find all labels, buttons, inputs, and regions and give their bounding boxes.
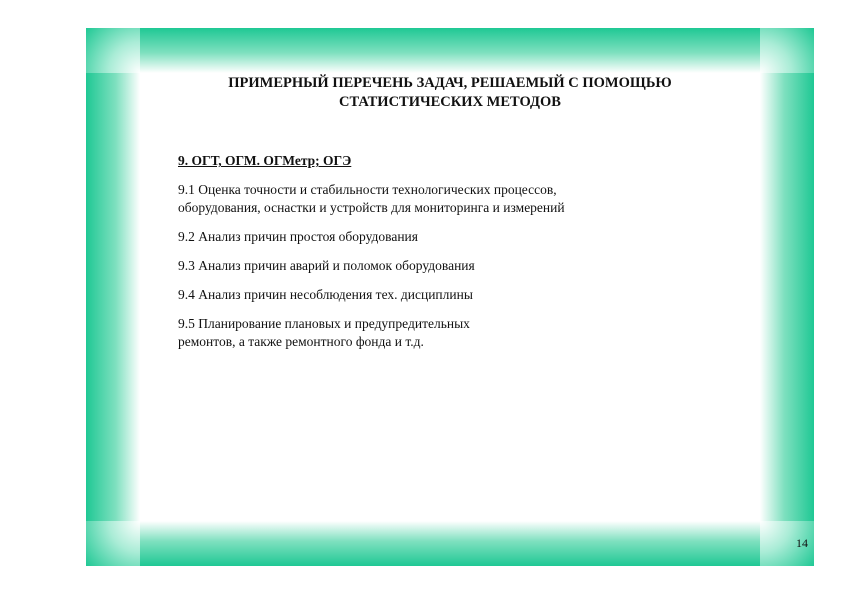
frame-corner-top-right xyxy=(760,28,814,73)
frame-corner-bottom-left xyxy=(86,521,140,566)
list-item: 9.2 Анализ причин простоя оборудования xyxy=(178,229,418,244)
section-heading: 9. ОГТ, ОГМ. ОГМетр; ОГЭ xyxy=(178,153,352,168)
frame-top-bar xyxy=(140,28,760,73)
slide-title xyxy=(140,74,760,112)
frame-left-bar xyxy=(86,73,140,521)
frame-bottom-bar xyxy=(140,521,760,566)
page-number: 14 xyxy=(796,536,808,550)
list-item: 9.4 Анализ причин несоблюдения тех. дисциплины xyxy=(178,287,473,302)
frame-corner-top-left xyxy=(86,28,140,73)
slide-content xyxy=(178,152,738,362)
list-item: 9.3 Анализ причин аварий и поломок оборудования xyxy=(178,258,475,273)
list-item: 9.1 Оценка точности и стабильности технологических процессов, оборудования, оснастки и устройств для мониторинга и измерений xyxy=(178,182,565,215)
frame-right-bar xyxy=(760,73,814,521)
list-item: 9.5 Планирование плановых и предупредительных ремонтов, а также ремонтного фонда и т.д. xyxy=(178,316,470,349)
title-line-1: ПРИМЕРНЫЙ ПЕРЕЧЕНЬ ЗАДАЧ, РЕШАЕМЫЙ С ПОМОЩЬЮ xyxy=(228,75,672,91)
title-line-2: СТАТИСТИЧЕСКИХ МЕТОДОВ xyxy=(339,94,561,110)
